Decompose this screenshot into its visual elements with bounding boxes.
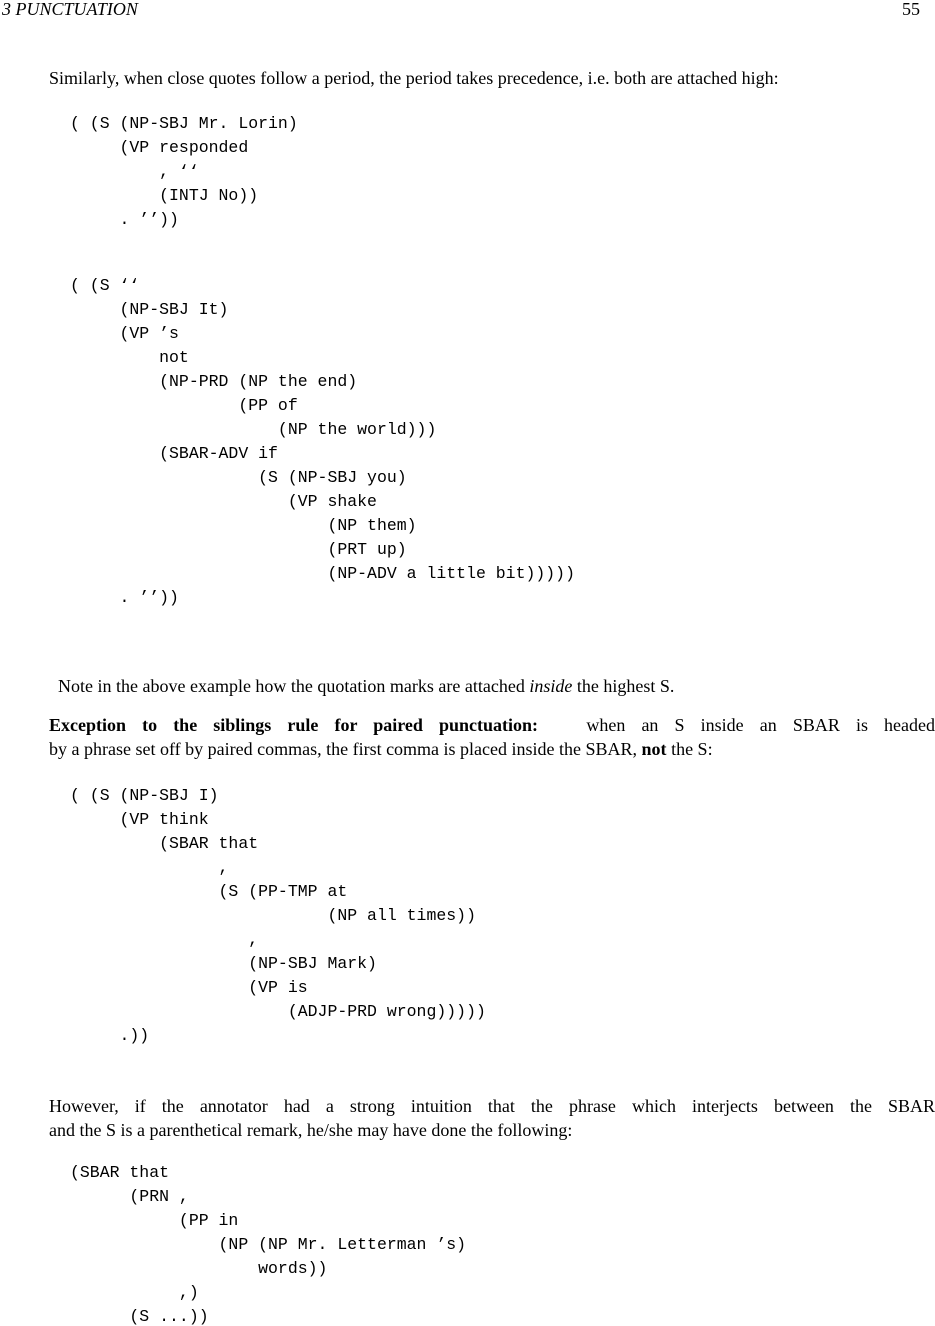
code-line: (VP is [70,978,308,997]
code-line: (NP them) [70,516,417,535]
code-line: , [70,930,259,949]
exception-text: when an S inside an SBAR is headed [586,715,935,735]
code-line: ( (S ‘‘ [70,276,140,295]
code-line: (NP (NP Mr. Letterman ’s) [70,1235,467,1254]
page-number: 55 [902,0,920,19]
code-line: ( (S (NP-SBJ I) [70,786,219,805]
code-line: (ADJP-PRD wrong))))) [70,1002,486,1021]
paragraph-exception [49,713,935,761]
paragraph-however [49,1094,935,1142]
code-line: (VP responded [70,138,249,157]
code-line: .)) [70,1026,150,1045]
code-line: , ‘‘ [70,162,199,181]
exception-heading: Exception to the siblings rule for paired punctuation: [49,715,539,735]
exception-text: by a phrase set off by paired commas, the first comma is placed inside the SBAR, [49,739,642,759]
note-text: the highest S. [572,676,675,696]
code-line: (SBAR-ADV if [70,444,278,463]
exception-text: the S: [666,739,713,759]
running-header-section: 3 PUNCTUATION [2,0,138,19]
code-line: (VP ’s [70,324,179,343]
paragraph-close-quotes: Similarly, when close quotes follow a period, the period takes precedence, i.e. both are attached high: [49,68,779,88]
code-line: (NP all times)) [70,906,476,925]
code-line: (SBAR that [70,1163,170,1182]
code-line: . ’’)) [70,588,179,607]
code-line: (NP-SBJ Mark) [70,954,377,973]
exception-not: not [641,739,667,759]
code-line: (VP shake [70,492,377,511]
exception-line-2 [49,737,935,761]
code-line: (PP in [70,1211,239,1230]
code-line: words)) [70,1259,328,1278]
code-line: (NP-SBJ It) [70,300,229,319]
however-line-1: However, if the annotator had a strong intuition that the phrase which interjects between the SBAR [49,1096,935,1116]
code-line: (S (NP-SBJ you) [70,468,407,487]
note-text: Note in the above example how the quotation marks are attached [58,676,530,696]
code-line: (SBAR that [70,834,259,853]
code-line: (PRT up) [70,540,407,559]
code-line: (S ...)) [70,1307,209,1326]
exception-line-1 [49,713,935,737]
code-line: (INTJ No)) [70,186,259,205]
code-line: ,) [70,1283,199,1302]
code-line: not [70,348,189,367]
however-line-2: and the S is a parenthetical remark, he/she may have done the following: [49,1120,573,1140]
code-line: , [70,858,229,877]
paragraph-note [49,659,674,695]
note-emphasis: inside [529,676,573,696]
code-line: (S (PP-TMP at [70,882,348,901]
code-line: (PP of [70,396,298,415]
code-line: (NP the world))) [70,420,437,439]
code-line: (NP-ADV a little bit))))) [70,564,575,583]
code-line: (PRN , [70,1187,189,1206]
code-line: ( (S (NP-SBJ Mr. Lorin) [70,114,298,133]
code-line: . ’’)) [70,210,179,229]
code-line: (VP think [70,810,209,829]
code-line: (NP-PRD (NP the end) [70,372,358,391]
